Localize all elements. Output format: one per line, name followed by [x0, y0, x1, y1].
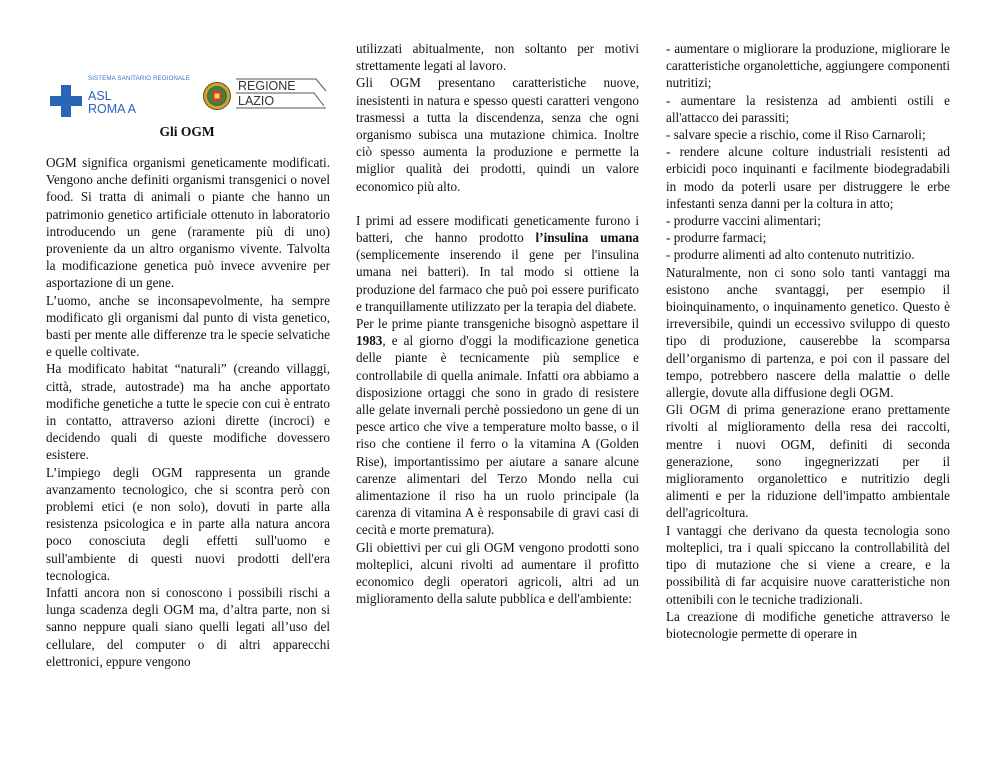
bold-text: l’insulina umana	[535, 230, 639, 246]
health-cross-icon	[50, 85, 82, 117]
paragraph: L’impiego degli OGM rappresenta un grande avanzamento tecnologico, che si scontra però con problemi etici (e non solo), dovuti in parte alla resistenza psicologica e in parte alla natura ancora poco conosciuta degli effetti sull'uomo e sull'ambiente di questi nuovi prodotti dell'era tecnologica.	[46, 464, 330, 583]
asl-name-line1: ASL	[88, 89, 112, 103]
region-name-line2: LAZIO	[238, 94, 275, 108]
regione-lazio-logo	[202, 78, 328, 120]
paragraph: utilizzati abitualmente, non soltanto per motivi strettamente legati al lavoro.	[356, 41, 639, 74]
regional-emblem-icon	[202, 81, 232, 111]
paragraph: Gli obiettivi per cui gli OGM vengono prodotti sono molteplici, alcuni rivolti ad aumentare il profitto economico degli operatori agricoli, altri ad un miglioramento della salute pubblica e dell'ambiente:	[356, 539, 639, 607]
list-item: - rendere alcune colture industriali resistenti ad erbicidi poco inquinanti e facilmente biodegradabili in modo da poterli usare per distruggere le erbe infestanti senza danni per la coltura in atto;	[666, 144, 950, 211]
asl-name-line2: ROMA A	[88, 102, 136, 116]
list-item: - produrre farmaci;	[666, 230, 767, 246]
paragraph: Ha modificato habitat “naturali” (creando villaggi, città, strade, autostrade) ma ha anche apportato modifiche genetiche a tutte le specie con cui è entrato in contatto, attraverso azioni dirette (incroci) e decidendo quali di queste modifiche dovessero esistere.	[46, 361, 330, 463]
paragraph: Per le prime piante transgeniche bisognò aspettare il 1983, e al giorno d'oggi la modificazione genetica delle piante è tecnicamente più semplice e controllabile di quella animale. Infatti ora abbiamo a disposizione ortaggi che sono in grado di resistere alle gelate invernali perchè possiedono un gene di un pesce artico che vive a temperature molto basse, o il riso che contiene il ferro o la vitamina A (Golden Rise), importantissimo per aiutare a sanare alcune carenze alimentari del Terzo Mondo nella cui alimentazione il riso ha un ruolo principale (la carenza di vitamina A è responsabile di gravi casi di cecità e morte prematura).	[356, 316, 639, 538]
asl-system-label: SISTEMA SANITARIO REGIONALE	[88, 75, 190, 82]
list-item: - aumentare la resistenza ad ambienti ostili e all'attacco dei parassiti;	[666, 92, 950, 125]
paragraph: Naturalmente, non ci sono solo tanti vantaggi ma esistono anche svantaggi, per esempio il bioinquinamento, o inquinamento genetico. Questo è irreversibile, quindi un eccessivo sviluppo di questo tipo di produzione, causerebbe la scomparsa dell’organismo di partenza, e poi con il passare del tempo, potrebbero nascere della malattie o delle allergie, dovute alla diffusione degli OGM.	[666, 264, 950, 401]
paragraph: Gli OGM di prima generazione erano prettamente rivolti al miglioramento della resa dei raccolti, mentre i nuovi OGM, definiti di seconda generazione, sono ingegnerizzati per il miglioramento organolettico e nutritizio degli alimenti e per la riduzione dell'impatto ambientale dell'agricoltura.	[666, 402, 950, 521]
bold-text: 1983	[356, 333, 383, 349]
list-item: - aumentare o migliorare la produzione, migliorare le caratteristiche organolettiche, aggiungere componenti nutritizi;	[666, 41, 950, 91]
list-item: - salvare specie a rischio, come il Riso Carnaroli;	[666, 127, 926, 143]
region-name-line1: REGIONE	[238, 79, 296, 93]
paragraph: La creazione di modifiche genetiche attraverso le biotecnologie permette di operare in	[666, 608, 950, 641]
list-item: - produrre alimenti ad alto contenuto nutritizio.	[666, 247, 915, 263]
document-title: Gli OGM	[159, 124, 215, 139]
paragraph: Gli OGM presentano caratteristiche nuove, inesistenti in natura e spesso questi caratteri vengono trasmessi a tutta la discendenza, senza che ogni organismo subisca una mutazione chimica. Inoltre ciò spesso aumenta la produzione e permette la miglior qualità dei prodotti, quindi un valore economico più alto.	[356, 75, 639, 194]
column-2	[356, 40, 639, 608]
paragraph: I vantaggi che derivano da questa tecnologia sono molteplici, tra i quali spiccano la controllabilità del tipo di mutazione che si viene a creare, e la possibilità di far acquisire nuove caratteristiche non ottenibili con le tecniche tradizionali.	[666, 522, 950, 607]
column-3	[666, 40, 950, 642]
paragraph: I primi ad essere modificati geneticamente furono i batteri, che hanno prodotto l’insulina umana (semplicemente inserendo il gene per l'insulina umana nei batteri). In tal modo si ottiene la produzione del farmaco che può poi essere purificato e tranquillamente utilizzato per la terapia del diabete.	[356, 212, 639, 314]
paragraph: OGM significa organismi geneticamente modificati. Vengono anche definiti organismi transgenici o novel food. Si tratta di animali o piante che hanno un patrimonio genetico artificiale ottenuto in laboratorio introducendo un gene (raramente più di uno) proveniente da un altro organismo vivente. Talvolta la modificazione genetica può invece avvenire per asportazione di un gene.	[46, 155, 330, 291]
header-logos	[48, 73, 330, 123]
asl-roma-a-logo	[48, 73, 208, 123]
list-item: - produrre vaccini alimentari;	[666, 213, 821, 229]
paragraph: L’uomo, anche se inconsapevolmente, ha sempre modificato gli organismi dal punto di vista genetico, basti per mente alle differenze tra le specie selvatiche e quelle coltivate.	[46, 292, 330, 360]
paragraph: Infatti ancora non si conoscono i possibili rischi a lunga scadenza degli OGM ma, d’altra parte, non si sanno neppure quali siano quelli legati all’uso del cellulare, del computer o di altri apparecchi elettronici, eppure vengono	[46, 585, 330, 669]
